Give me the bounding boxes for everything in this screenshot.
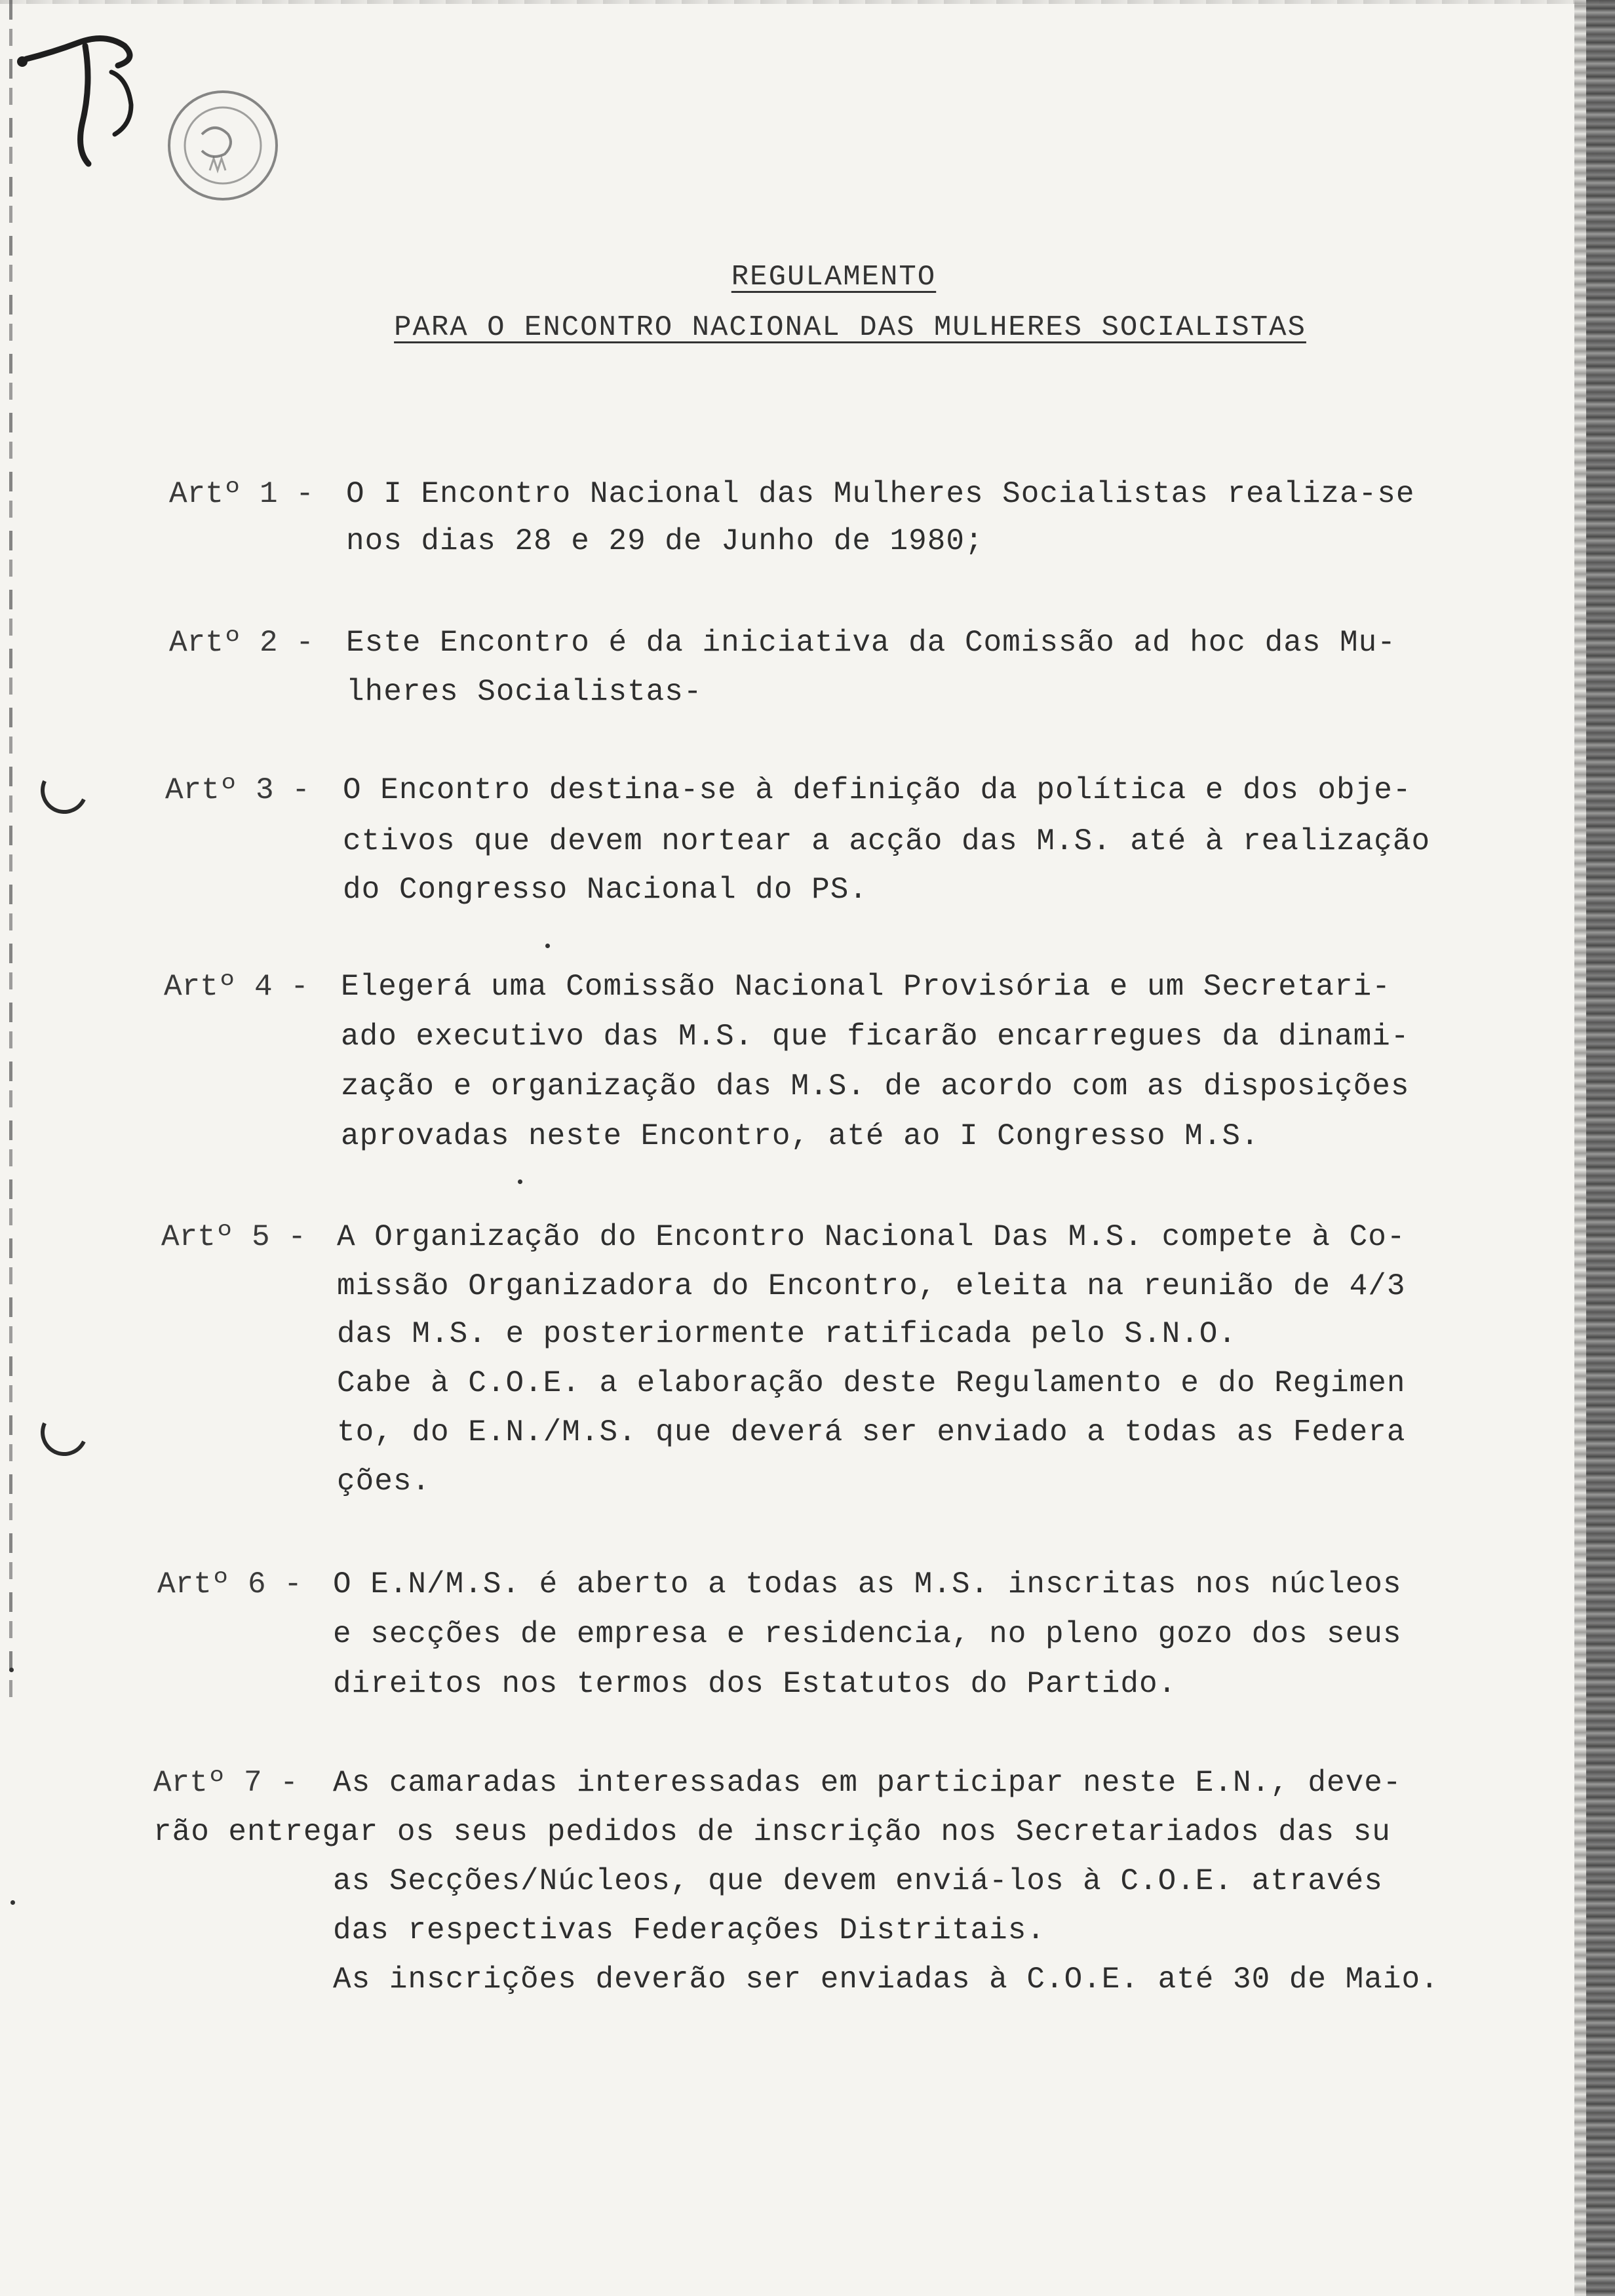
title-line-1: REGULAMENTO — [731, 261, 937, 294]
article-line: O I Encontro Nacional das Mulheres Socialistas realiza-se — [346, 477, 1415, 511]
article-line: do Congresso Nacional do PS. — [343, 873, 868, 907]
scan-edge-right-shadow — [1574, 0, 1586, 2296]
article-line: to, do E.N./M.S. que deverá ser enviado a todas as Federa — [337, 1415, 1406, 1449]
article-line: ções. — [337, 1464, 431, 1499]
scan-speck — [545, 944, 550, 948]
scan-speck — [10, 1900, 15, 1905]
article-line: O E.N/M.S. é aberto a todas as M.S. inscritas nos núcleos — [333, 1567, 1402, 1601]
article-line: aprovadas neste Encontro, até ao I Congresso M.S. — [341, 1119, 1260, 1153]
article-label: Artº 7 - — [153, 1766, 298, 1800]
article-line: Elegerá uma Comissão Nacional Provisória e um Secretari- — [341, 970, 1391, 1004]
scan-edge-top — [0, 0, 1615, 4]
article-label: Artº 3 - — [165, 773, 310, 807]
article-line: direitos nos termos dos Estatutos do Partido. — [333, 1667, 1177, 1701]
article-line: O Encontro destina-se à definição da política e dos obje- — [343, 773, 1412, 807]
article-label: Artº 6 - — [157, 1567, 302, 1601]
article-line: Este Encontro é da iniciativa da Comissão ad hoc das Mu- — [346, 626, 1396, 660]
article-line: ado executivo das M.S. que ficarão encarregues da dinami- — [341, 1020, 1410, 1054]
article-line: As camaradas interessadas em participar neste E.N., deve- — [333, 1766, 1402, 1800]
article-line: zação e organização das M.S. de acordo com as disposições — [341, 1069, 1410, 1103]
article-line: ctivos que devem nortear a acção das M.S. até à realização — [343, 824, 1431, 858]
article-label: Artº 5 - — [161, 1220, 306, 1254]
article-label: Artº 4 - — [164, 970, 309, 1004]
scan-speck — [518, 1179, 522, 1184]
article-line: Cabe à C.O.E. a elaboração deste Regulamento e do Regimen — [337, 1366, 1406, 1400]
article-label: Artº 2 - — [169, 626, 314, 660]
punch-hole-mark-top — [34, 760, 94, 820]
article-line: rão entregar os seus pedidos de inscrição nos Secretariados das su — [153, 1815, 1391, 1849]
document-title — [0, 261, 1615, 294]
punch-hole-mark-bottom — [34, 1402, 94, 1463]
article-line: lheres Socialistas- — [346, 675, 703, 709]
article-line: e secções de empresa e residencia, no pleno gozo dos seus — [333, 1617, 1402, 1651]
article-line: das M.S. e posteriormente ratificada pelo S.N.O. — [337, 1317, 1237, 1351]
scan-edge-left — [9, 0, 12, 1704]
title-line-2: PARA O ENCONTRO NACIONAL DAS MULHERES SOCIALISTAS — [394, 311, 1306, 344]
article-line: das respectivas Federações Distritais. — [333, 1913, 1045, 1947]
document-subtitle — [0, 311, 1615, 344]
article-line: A Organização do Encontro Nacional Das M.S. compete à Co- — [337, 1220, 1406, 1254]
article-line: as Secções/Núcleos, que devem enviá-los à C.O.E. através — [333, 1864, 1383, 1898]
article-line: As inscrições deverão ser enviadas à C.O.E. até 30 de Maio. — [333, 1962, 1439, 1997]
article-label: Artº 1 - — [169, 477, 314, 511]
handwritten-initials — [13, 20, 184, 180]
article-line: nos dias 28 e 29 de Junho de 1980; — [346, 524, 984, 558]
scan-speck — [9, 1668, 14, 1672]
article-line: missão Organizadora do Encontro, eleita na reunião de 4/3 — [337, 1269, 1406, 1303]
scan-edge-right — [1586, 0, 1615, 2296]
